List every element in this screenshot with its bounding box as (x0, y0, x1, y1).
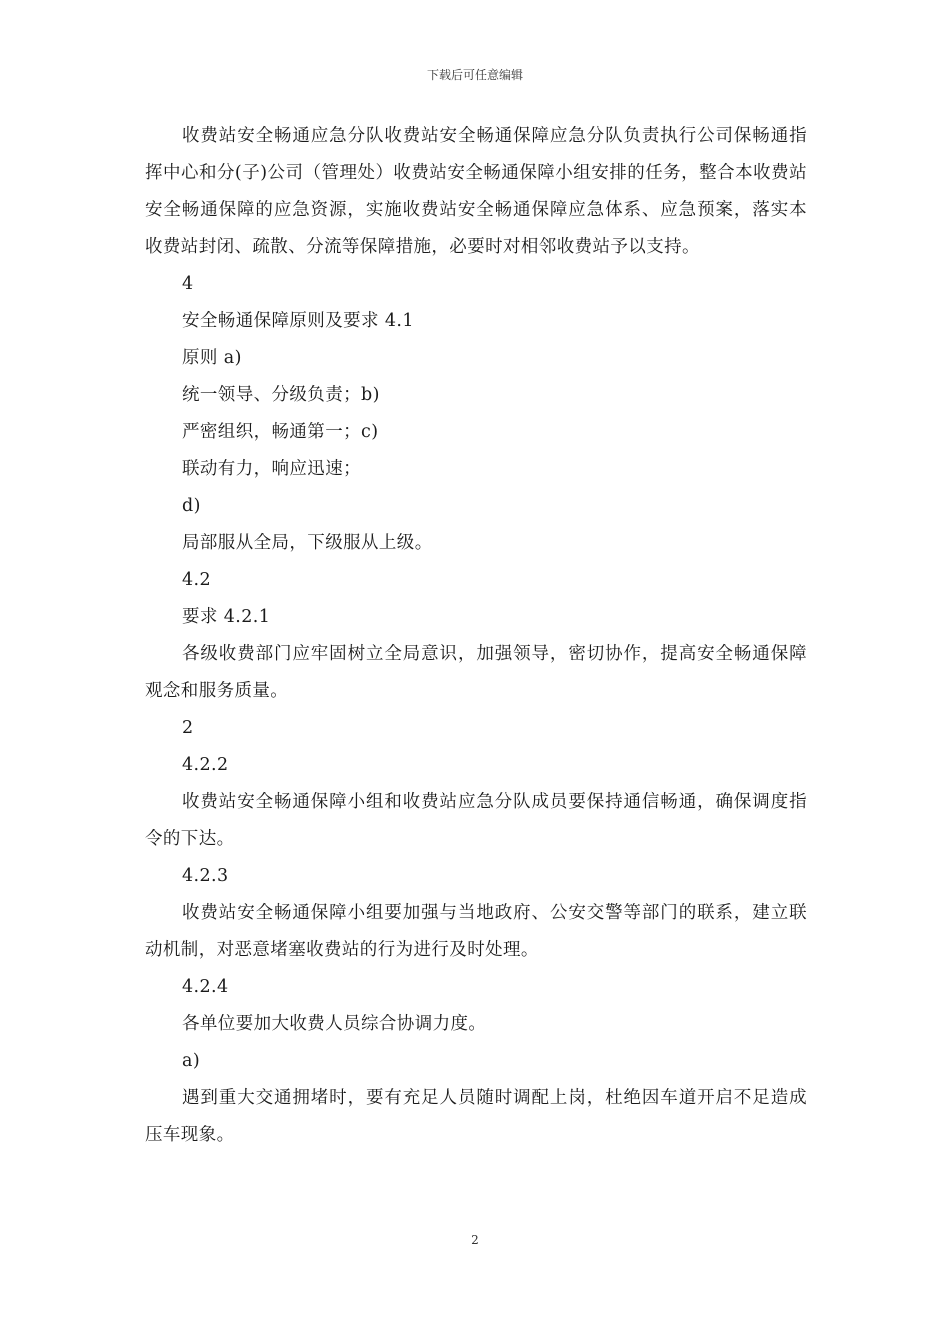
section-number: 4 (182, 274, 194, 294)
principle-item: 严密组织，畅通第一；c) (182, 422, 379, 442)
section-number: 4.2.2 (182, 755, 229, 775)
requirement-text: 收费站安全畅通保障小组和收费站应急分队成员要保持通信畅通，确保调度指令的下达。 (145, 792, 807, 849)
document-body (145, 118, 807, 1154)
section-number: 4.2.3 (182, 866, 229, 886)
section-number: 4.2 (182, 570, 212, 590)
list-marker: a) (182, 1051, 201, 1071)
requirement-text: 收费站安全畅通保障小组要加强与当地政府、公安交警等部门的联系，建立联动机制，对恶意堵塞收费站的行为进行及时处理。 (145, 903, 807, 960)
section-heading: 安全畅通保障原则及要求 4.1 (182, 311, 414, 331)
paragraph-emergency-team: 收费站安全畅通应急分队收费站安全畅通保障应急分队负责执行公司保畅通指挥中心和分(子)公司（管理处）收费站安全畅通保障小组安排的任务，整合本收费站安全畅通保障的应急资源，实施收费站安全畅通保障应急体系、应急预案，落实本收费站封闭、疏散、分流等保障措施，必要时对相邻收费站予以支持。 (145, 126, 807, 257)
inline-number: 2 (182, 718, 194, 738)
requirement-text: 遇到重大交通拥堵时，要有充足人员随时调配上岗，杜绝因车道开启不足造成压车现象。 (145, 1088, 807, 1145)
list-marker: d) (182, 496, 201, 516)
principle-item: 联动有力，响应迅速； (182, 459, 361, 479)
principle-item: 统一领导、分级负责；b) (182, 385, 380, 405)
page-header: 下载后可任意编辑 (426, 68, 523, 82)
requirement-heading: 要求 4.2.1 (182, 607, 271, 627)
section-number: 4.2.4 (182, 977, 229, 997)
page-number: 2 (471, 1233, 479, 1247)
requirement-text: 各级收费部门应牢固树立全局意识，加强领导，密切协作，提高安全畅通保障观念和服务质量。 (145, 644, 807, 701)
principle-item: 局部服从全局，下级服从上级。 (182, 533, 433, 553)
principle-heading: 原则 a) (182, 348, 242, 368)
requirement-text: 各单位要加大收费人员综合协调力度。 (182, 1014, 487, 1034)
